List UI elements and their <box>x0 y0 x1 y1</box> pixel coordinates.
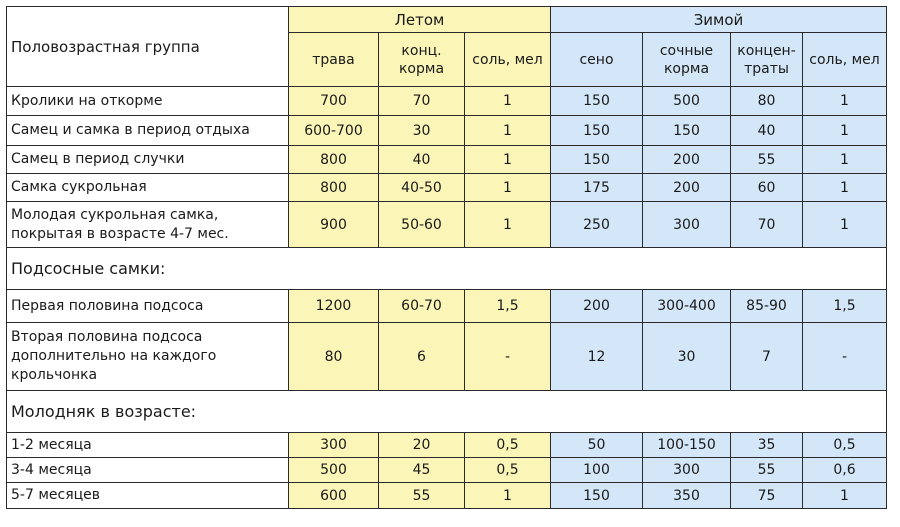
cell-value: 6 <box>379 323 465 391</box>
cell-value: 85-90 <box>731 290 803 323</box>
group-header-row <box>7 391 887 433</box>
row-label: Самка сукрольная <box>7 174 289 202</box>
cell-value: 500 <box>643 87 731 116</box>
cell-value: 350 <box>643 483 731 509</box>
column-header-summer: Летом <box>289 7 551 33</box>
cell-value: 150 <box>643 116 731 146</box>
cell-value: 60-70 <box>379 290 465 323</box>
cell-value: 30 <box>379 116 465 146</box>
cell-value: 1 <box>803 202 887 248</box>
table-row <box>7 290 887 323</box>
table-row <box>7 323 887 391</box>
cell-value: 200 <box>643 174 731 202</box>
cell-value: 700 <box>289 87 379 116</box>
column-header-conc-feed: конц. корма <box>379 33 465 87</box>
row-label: Кролики на откорме <box>7 87 289 116</box>
cell-value: 150 <box>551 146 643 174</box>
cell-value: 55 <box>731 458 803 483</box>
row-label: Самец и самка в период отдыха <box>7 116 289 146</box>
row-label: 5-7 месяцев <box>7 483 289 509</box>
row-label: Молодая сукрольная самка, покрытая в возрасте 4-7 мес. <box>7 202 289 248</box>
cell-value: 45 <box>379 458 465 483</box>
cell-value: 1 <box>465 174 551 202</box>
table-row <box>7 174 887 202</box>
cell-value: 100-150 <box>643 433 731 458</box>
column-header-concentrates: концен- траты <box>731 33 803 87</box>
cell-value: 80 <box>289 323 379 391</box>
cell-value: 20 <box>379 433 465 458</box>
table-row <box>7 433 887 458</box>
cell-value: 60 <box>731 174 803 202</box>
row-label: Первая половина подсоса <box>7 290 289 323</box>
cell-value: 1 <box>803 483 887 509</box>
cell-value: 40 <box>379 146 465 174</box>
row-label: 3-4 месяца <box>7 458 289 483</box>
cell-value: 1 <box>465 483 551 509</box>
table-row <box>7 116 887 146</box>
header-row-seasons <box>7 7 887 33</box>
cell-value: 0,5 <box>465 458 551 483</box>
table-row <box>7 483 887 509</box>
group-header-row <box>7 248 887 290</box>
cell-value: 1 <box>465 116 551 146</box>
cell-value: 70 <box>731 202 803 248</box>
column-header-group: Половозрастная группа <box>7 7 289 87</box>
cell-value: 1 <box>803 146 887 174</box>
column-header-succulent-feed: сочные корма <box>643 33 731 87</box>
row-label: Вторая половина подсоса дополнительно на каждого крольчонка <box>7 323 289 391</box>
cell-value: 55 <box>731 146 803 174</box>
table-row <box>7 458 887 483</box>
cell-value: 0,5 <box>465 433 551 458</box>
cell-value: 0,5 <box>803 433 887 458</box>
cell-value: 50 <box>551 433 643 458</box>
cell-value: 150 <box>551 483 643 509</box>
column-header-winter: Зимой <box>551 7 887 33</box>
cell-value: 30 <box>643 323 731 391</box>
cell-value: 55 <box>379 483 465 509</box>
cell-value: 35 <box>731 433 803 458</box>
cell-value: 300-400 <box>643 290 731 323</box>
cell-value: 1 <box>465 87 551 116</box>
column-header-hay: сено <box>551 33 643 87</box>
cell-value: 1 <box>465 202 551 248</box>
cell-value: 1 <box>465 146 551 174</box>
cell-value: 1,5 <box>465 290 551 323</box>
cell-value: 75 <box>731 483 803 509</box>
table-row <box>7 87 887 116</box>
cell-value: 70 <box>379 87 465 116</box>
cell-value: 40-50 <box>379 174 465 202</box>
cell-value: 500 <box>289 458 379 483</box>
column-header-grass: трава <box>289 33 379 87</box>
cell-value: 250 <box>551 202 643 248</box>
column-header-salt-chalk-winter: соль, мел <box>803 33 887 87</box>
cell-value: 200 <box>643 146 731 174</box>
cell-value: 800 <box>289 174 379 202</box>
table-row <box>7 146 887 174</box>
cell-value: 1 <box>803 174 887 202</box>
cell-value: 150 <box>551 87 643 116</box>
cell-value: 7 <box>731 323 803 391</box>
cell-value: 1 <box>803 87 887 116</box>
row-label: Самец в период случки <box>7 146 289 174</box>
cell-value: 150 <box>551 116 643 146</box>
cell-value: 200 <box>551 290 643 323</box>
cell-value: 40 <box>731 116 803 146</box>
row-label: 1-2 месяца <box>7 433 289 458</box>
cell-value: 80 <box>731 87 803 116</box>
cell-value: 1,5 <box>803 290 887 323</box>
column-header-salt-chalk-summer: соль, мел <box>465 33 551 87</box>
cell-value: 0,6 <box>803 458 887 483</box>
cell-value: 300 <box>643 202 731 248</box>
cell-value: 900 <box>289 202 379 248</box>
cell-value: 50-60 <box>379 202 465 248</box>
cell-value: 300 <box>289 433 379 458</box>
group-title-young: Молодняк в возрасте: <box>7 391 887 433</box>
cell-value: 1200 <box>289 290 379 323</box>
group-title-nursing: Подсосные самки: <box>7 248 887 290</box>
cell-value: 800 <box>289 146 379 174</box>
cell-value: - <box>803 323 887 391</box>
feed-ration-table <box>6 6 887 509</box>
cell-value: 12 <box>551 323 643 391</box>
cell-value: 300 <box>643 458 731 483</box>
cell-value: - <box>465 323 551 391</box>
cell-value: 100 <box>551 458 643 483</box>
cell-value: 600 <box>289 483 379 509</box>
cell-value: 1 <box>803 116 887 146</box>
table-row <box>7 202 887 248</box>
cell-value: 600-700 <box>289 116 379 146</box>
cell-value: 175 <box>551 174 643 202</box>
